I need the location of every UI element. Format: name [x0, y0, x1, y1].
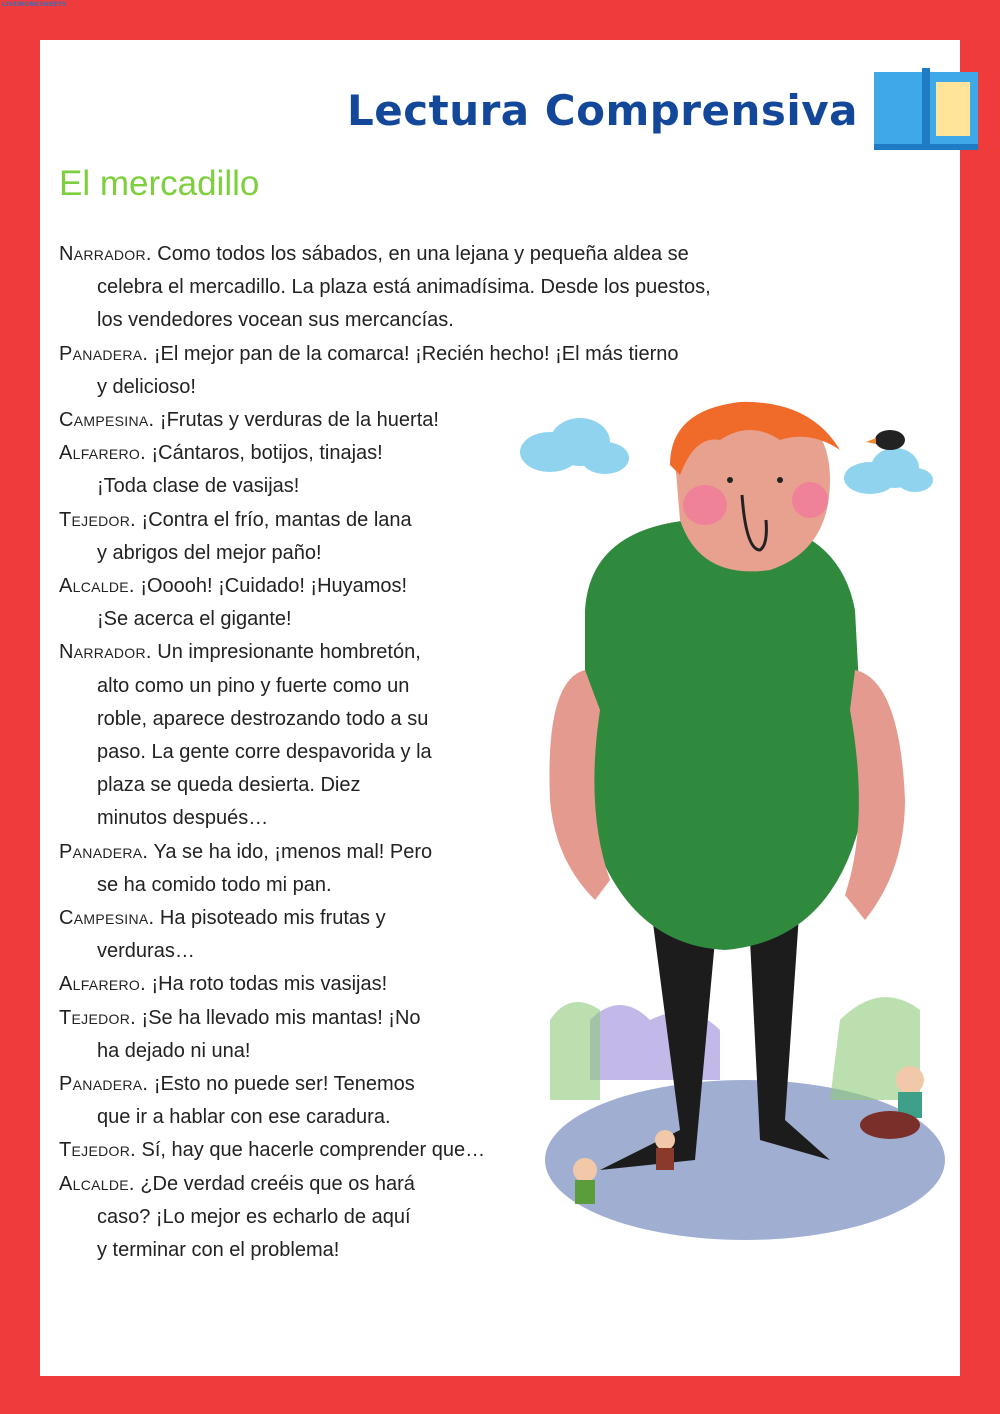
plaza-ground [545, 1080, 945, 1240]
speaker-name: Tejedor. [59, 1006, 136, 1029]
speaker-name: Alcalde. [59, 1172, 135, 1195]
line-text: ¡Frutas y verduras de la huerta! [159, 409, 439, 432]
line-text: ¡Ha roto todas mis vasijas! [151, 973, 388, 996]
speaker-name: Tejedor. [59, 508, 136, 531]
speaker-name: Alcalde. [59, 575, 135, 598]
watermark: LIVEWORKSHEETS [2, 1, 67, 8]
speaker-name: Campesina. [59, 907, 155, 930]
speaker-name: Panadera. [59, 1073, 149, 1096]
line-text: ¡Ooooh! ¡Cuidado! ¡Huyamos! ¡Se acerca el gigante! [97, 575, 408, 631]
line-text: Ha pisoteado mis frutas y verduras… [97, 907, 386, 963]
bird [866, 430, 905, 450]
line-text: Ya se ha ido, ¡menos mal! Pero se ha comido todo mi pan. [97, 840, 433, 896]
cloud-left [520, 418, 629, 474]
line-text: ¡El mejor pan de la comarca! ¡Recién hecho! ¡El más tierno y delicioso! [97, 342, 679, 398]
worksheet-page [40, 40, 960, 1376]
story-title: El mercadillo [59, 164, 260, 203]
speaker-name: Alfarero. [59, 973, 146, 996]
line-text: Un impresionante hombretón, alto como un pino y fuerte como un roble, aparece destrozando todo a su paso. La gente corre despavorida y la plaza se queda desierta. Diez minutos después… [97, 641, 432, 830]
line-text: ¡Se ha llevado mis mantas! ¡No ha dejado ni una! [97, 1006, 421, 1062]
line-text: ¡Cántaros, botijos, tinajas! ¡Toda clase de vasijas! [97, 442, 383, 498]
line-text: ¡Contra el frío, mantas de lana y abrigos del mejor paño! [97, 508, 412, 564]
giant-shirt [585, 520, 865, 950]
speaker-name: Narrador. [59, 243, 152, 265]
speaker-name: Campesina. [59, 409, 155, 432]
dialogue-line [59, 238, 819, 338]
giant-illustration [510, 380, 960, 1280]
speaker-name: Tejedor. [59, 1139, 136, 1162]
speaker-name: Panadera. [59, 342, 149, 365]
line-text: Como todos los sábados, en una lejana y pequeña aldea se celebra el mercadillo. La plaza está animadísima. Desde los puestos, los vendedores vocean sus mercancías. [97, 243, 711, 332]
line-text: ¿De verdad creéis que os hará caso? ¡Lo mejor es echarlo de aquí y terminar con el problema! [97, 1172, 415, 1262]
speaker-name: Alfarero. [59, 442, 146, 465]
book-icon [870, 64, 982, 154]
line-text: ¡Esto no puede ser! Tenemos que ir a hablar con ese caradura. [97, 1073, 415, 1129]
speaker-name: Narrador. [59, 641, 152, 664]
line-text: Sí, hay que hacerle comprender que… [141, 1139, 486, 1162]
speaker-name: Panadera. [59, 840, 149, 863]
cloud-right [844, 448, 933, 494]
page-title: Lectura Comprensiva [346, 86, 858, 135]
